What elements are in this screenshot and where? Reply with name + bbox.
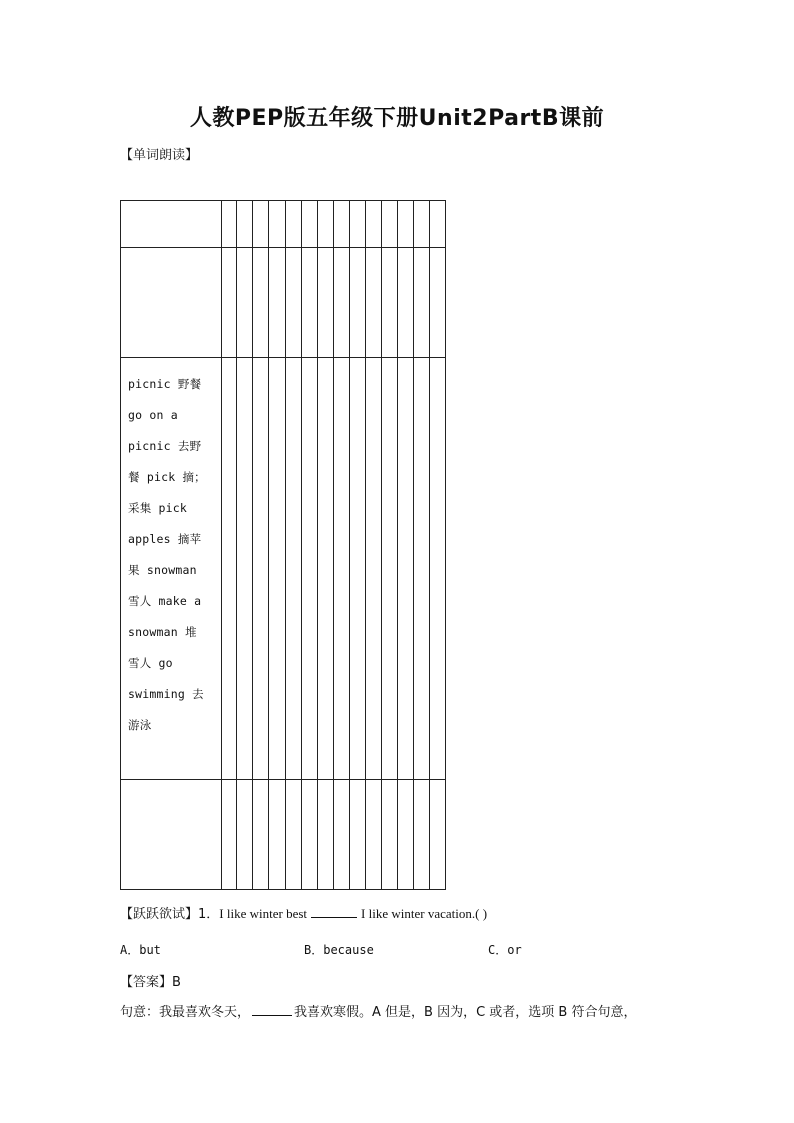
explanation-after: 我喜欢寒假。A 但是，B 因为，C 或者，选项 B 符合句意， <box>294 1005 637 1020</box>
word-line: 雪人 make a <box>128 594 202 608</box>
page-title: 人教PEP版五年级下册Unit2PartB课前 <box>189 106 605 131</box>
word-line: 雪人 go <box>128 656 173 670</box>
word-list-cell <box>121 358 222 780</box>
word-line: 采集 pick <box>128 501 188 515</box>
option-a[interactable]: A．but <box>120 943 161 957</box>
word-line: 餐 pick 摘； <box>128 470 206 484</box>
word-line: go on a <box>128 408 178 422</box>
word-line: swimming 去 <box>128 687 204 701</box>
word-line: picnic 野餐 <box>128 377 202 391</box>
answer-line <box>120 971 181 990</box>
question-number: 1． <box>198 907 220 922</box>
answer-parenthesis[interactable]: ( ) <box>475 906 488 921</box>
answer-value: B <box>172 975 181 990</box>
option-b[interactable]: B．because <box>304 943 374 957</box>
table-row <box>121 358 446 780</box>
word-line: snowman 堆 <box>128 625 197 639</box>
question-text-before: I like winter best <box>219 906 308 921</box>
table-cell <box>121 780 222 890</box>
question-blank[interactable] <box>311 907 357 918</box>
word-line: 果 snowman <box>128 563 197 577</box>
table-row <box>121 248 446 358</box>
explanation-before: 句意：我最喜欢冬天， <box>120 1005 251 1020</box>
section-label-word-reading: 【单词朗读】 <box>120 148 199 163</box>
explanation-line <box>120 1001 680 1020</box>
question-text-after: I like winter vacation. <box>361 906 476 921</box>
word-line: 游泳 <box>128 718 152 732</box>
word-line: picnic 去野 <box>128 439 202 453</box>
table-row <box>121 201 446 248</box>
answer-tag: 【答案】 <box>120 975 173 990</box>
table-cell <box>121 201 222 248</box>
explanation-blank <box>252 1005 292 1016</box>
question-1 <box>120 903 487 922</box>
table-row <box>121 780 446 890</box>
table-cell <box>121 248 222 358</box>
question-tag: 【跃跃欲试】 <box>120 907 199 922</box>
word-reading-table <box>120 200 446 890</box>
option-c[interactable]: C．or <box>488 943 522 957</box>
word-line: apples 摘苹 <box>128 532 202 546</box>
answer-options <box>120 941 600 959</box>
